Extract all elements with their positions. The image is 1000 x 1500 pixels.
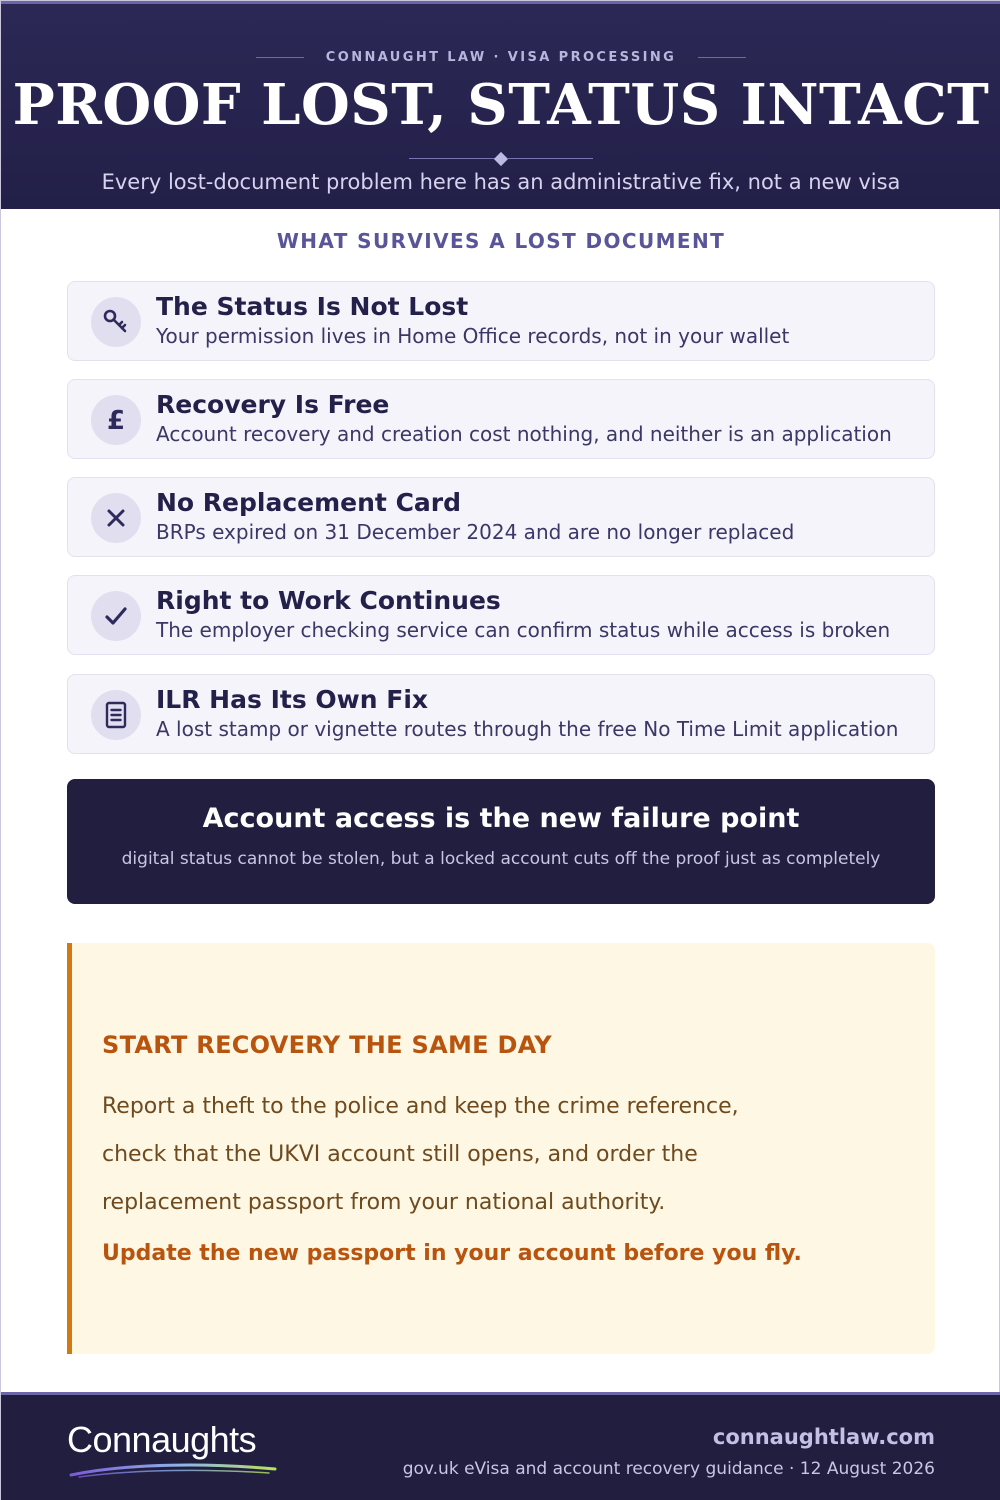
card-title: ILR Has Its Own Fix	[156, 685, 429, 714]
svg-text:£: £	[106, 406, 126, 435]
card-recovery-free	[67, 379, 935, 459]
card-title: No Replacement Card	[156, 488, 462, 517]
page-subtitle: Every lost-document problem here has an administrative fix, not a new visa	[101, 170, 901, 194]
account-access-callout	[67, 779, 935, 904]
ornament-divider	[409, 152, 593, 166]
card-description: Account recovery and creation cost nothing, and neither is an application	[156, 422, 892, 446]
cross-icon	[91, 493, 141, 543]
callout-title: Account access is the new failure point	[202, 803, 800, 834]
card-right-to-work	[67, 575, 935, 655]
page-title: PROOF LOST, STATUS INTACT	[12, 72, 990, 138]
card-description: BRPs expired on 31 December 2024 and are no longer replaced	[156, 520, 795, 544]
recovery-advice-box	[67, 943, 935, 1354]
diamond-icon	[494, 152, 508, 166]
kicker-rule-right	[698, 57, 746, 58]
key-icon	[91, 297, 141, 347]
card-ilr-fix	[67, 674, 935, 754]
callout-subtitle: digital status cannot be stolen, but a locked account cuts off the proof just as completely	[121, 849, 881, 869]
header	[1, 1, 1000, 209]
kicker-rule-left	[256, 57, 304, 58]
kicker-row	[1, 50, 1000, 65]
recovery-call-to-action: Update the new passport in your account before you fly.	[102, 1241, 802, 1266]
recovery-body: Report a theft to the police and keep the crime reference, check that the UKVI account still opens, and order the replacement passport from your national authority.	[102, 1094, 739, 1215]
document-icon	[91, 690, 141, 740]
card-description: The employer checking service can confirm status while access is broken	[156, 618, 891, 642]
logo-wordmark: Connaughts	[67, 1419, 257, 1460]
card-title: The Status Is Not Lost	[156, 292, 469, 321]
pound-icon	[91, 395, 141, 445]
footer	[1, 1392, 1000, 1500]
card-description: A lost stamp or vignette routes through the free No Time Limit application	[156, 717, 899, 741]
check-icon	[91, 591, 141, 641]
card-title: Recovery Is Free	[156, 390, 390, 419]
website-link[interactable]: connaughtlaw.com	[712, 1425, 935, 1449]
card-description: Your permission lives in Home Office records, not in your wallet	[156, 324, 790, 348]
card-no-replacement	[67, 477, 935, 557]
card-title: Right to Work Continues	[156, 586, 501, 615]
connaughts-logo	[67, 1419, 287, 1479]
source-note: gov.uk eVisa and account recovery guidance · 12 August 2026	[402, 1459, 935, 1479]
card-status-not-lost	[67, 281, 935, 361]
section-heading: WHAT SURVIVES A LOST DOCUMENT	[276, 229, 726, 253]
logo-swoosh-icon	[69, 1461, 279, 1479]
recovery-heading: START RECOVERY THE SAME DAY	[102, 1031, 552, 1059]
kicker: CONNAUGHT LAW · VISA PROCESSING	[325, 50, 677, 65]
